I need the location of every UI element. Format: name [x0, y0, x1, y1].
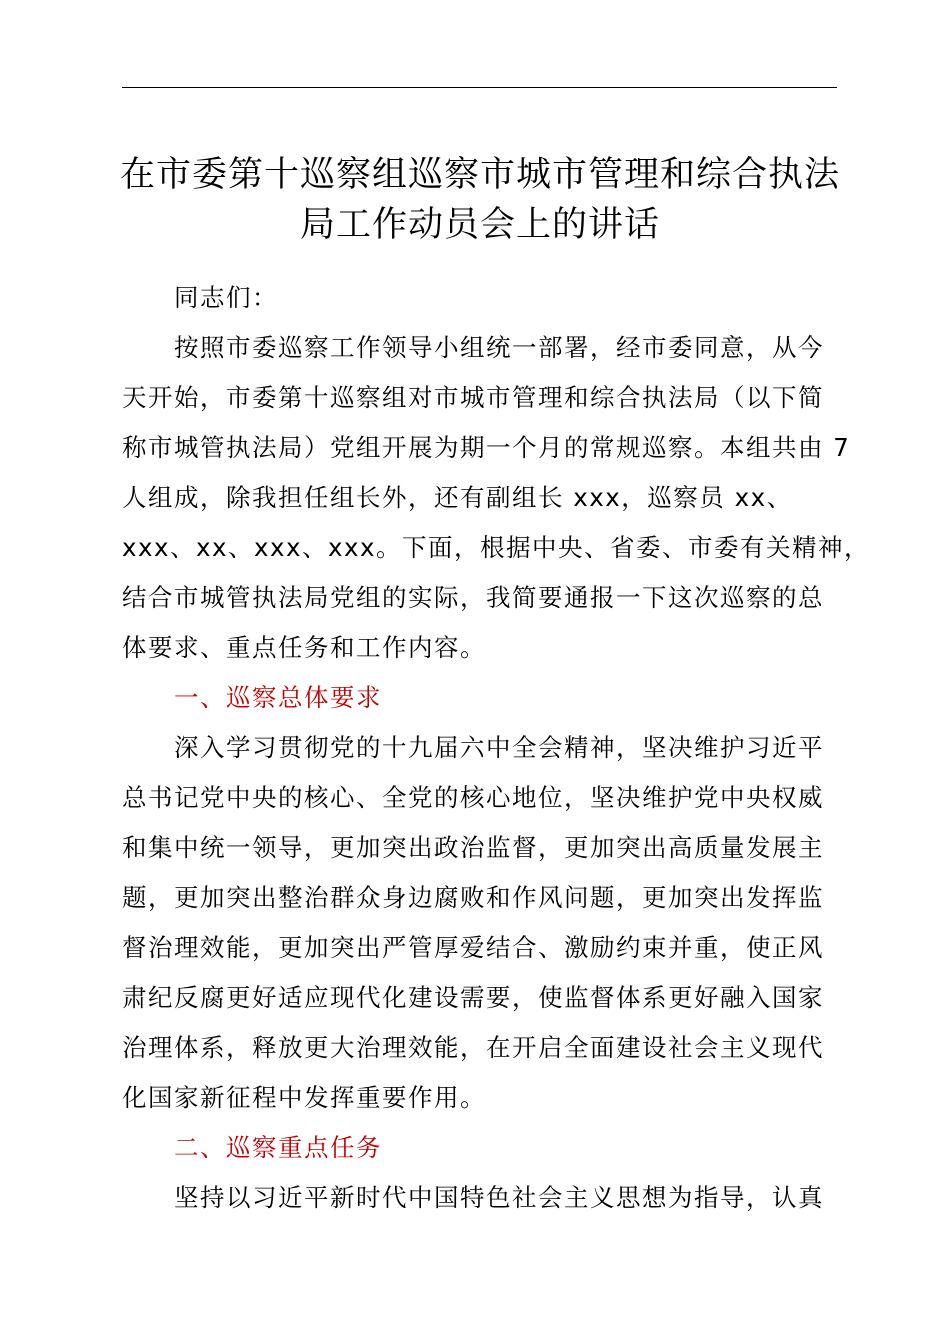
paragraph-line: xxx、xx、xxx、xxx。下面，根据中央、省委、市委有关精神， — [122, 533, 870, 562]
paragraph-line: 督治理效能，更加突出严管厚爱结合、激励约束并重，使正风 — [122, 933, 824, 962]
paragraph-line: 按照市委巡察工作领导小组统一部署，经市委同意，从今 — [174, 333, 824, 362]
paragraph-line: 体要求、重点任务和工作内容。 — [122, 633, 486, 662]
document-body — [122, 273, 870, 1223]
paragraph-line: 深入学习贯彻党的十九届六中全会精神，坚决维护习近平 — [174, 733, 824, 762]
paragraph-line: 结合市城管执法局党组的实际，我简要通报一下这次巡察的总 — [122, 583, 824, 612]
paragraph-line: 治理体系，释放更大治理效能，在开启全面建设社会主义现代 — [122, 1033, 824, 1062]
title-line: 在市委第十巡察组巡察市城市管理和综合执法 — [119, 155, 840, 195]
document-title — [100, 150, 860, 250]
paragraph-line: 肃纪反腐更好适应现代化建设需要，使监督体系更好融入国家 — [122, 983, 824, 1012]
title-line: 局工作动员会上的讲话 — [299, 205, 660, 245]
section-heading-1: 一、巡察总体要求 — [174, 683, 382, 712]
paragraph-line: 坚持以习近平新时代中国特色社会主义思想为指导，认真 — [174, 1183, 824, 1212]
paragraph-line: 称市城管执法局）党组开展为期一个月的常规巡察。本组共由 7 — [122, 433, 851, 462]
paragraph-line: 题，更加突出整治群众身边腐败和作风问题，更加突出发挥监 — [122, 883, 824, 912]
paragraph-line: 总书记党中央的核心、全党的核心地位，坚决维护党中央权威 — [122, 783, 824, 812]
paragraph-line: 和集中统一领导，更加突出政治监督，更加突出高质量发展主 — [122, 833, 824, 862]
header-rule — [122, 87, 837, 88]
section-heading-2: 二、巡察重点任务 — [174, 1133, 382, 1162]
paragraph-line: 人组成，除我担任组长外，还有副组长 xxx，巡察员 xx、 — [122, 483, 793, 512]
paragraph-line: 化国家新征程中发挥重要作用。 — [122, 1083, 486, 1112]
salutation: 同志们： — [174, 283, 278, 312]
paragraph-line: 天开始，市委第十巡察组对市城市管理和综合执法局（以下简 — [122, 383, 824, 412]
